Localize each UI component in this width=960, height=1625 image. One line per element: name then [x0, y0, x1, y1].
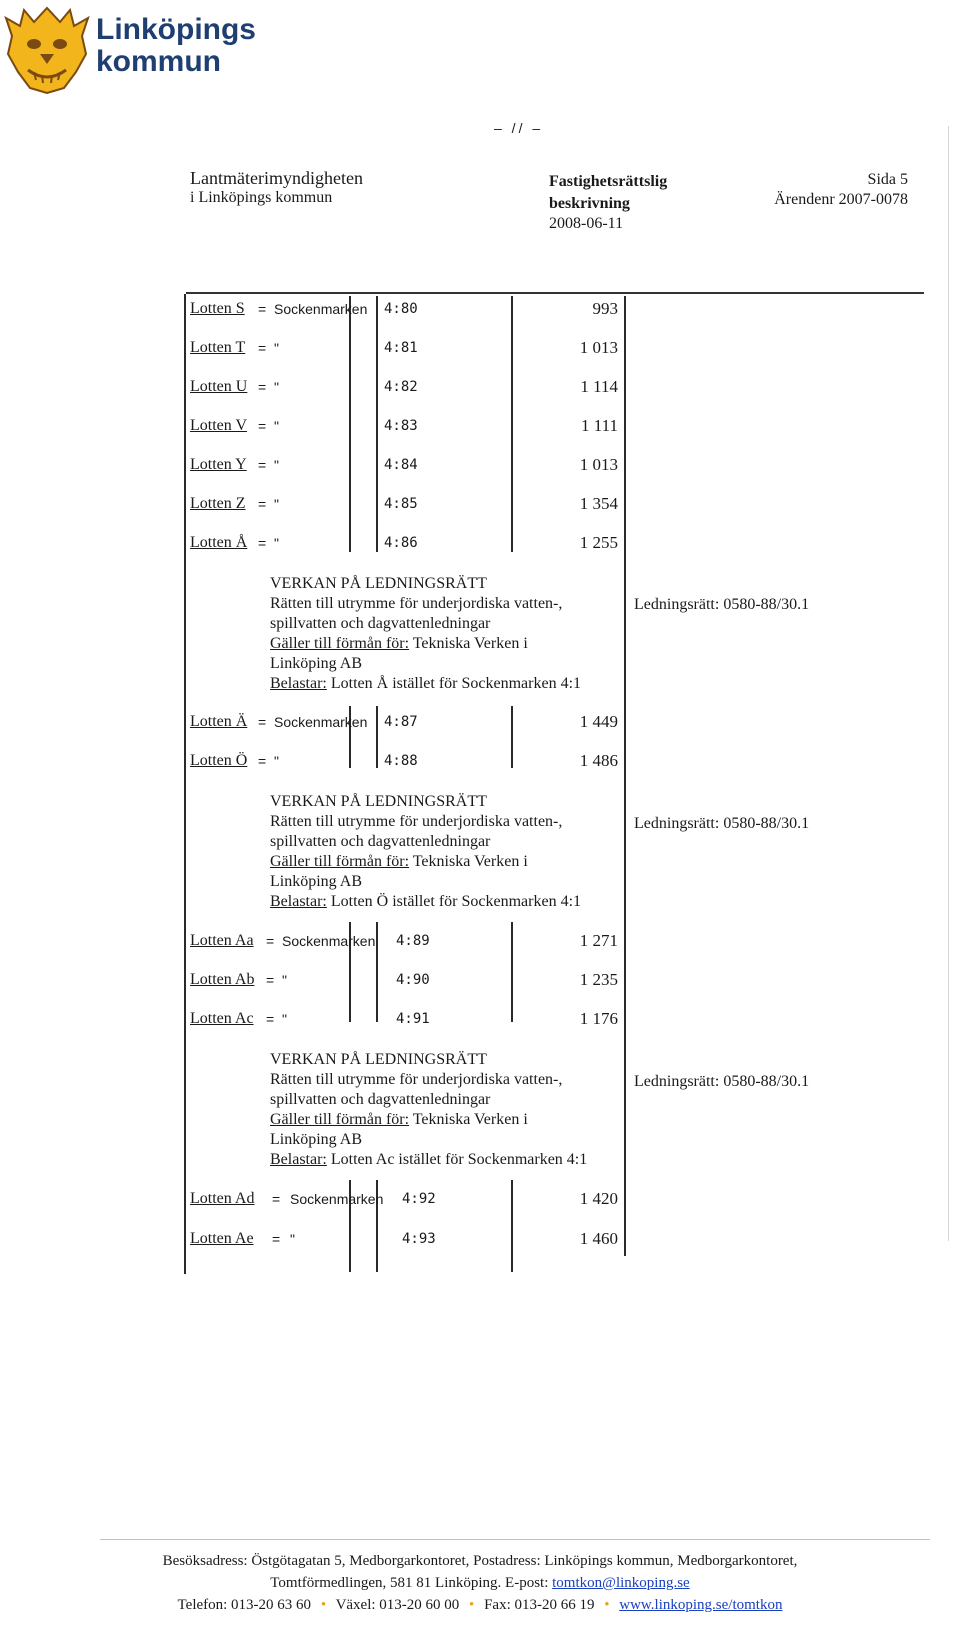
parent-property: Sockenmarken	[274, 714, 368, 730]
parcel-name: Lotten S	[190, 300, 245, 317]
page-mark: – // –	[494, 120, 544, 136]
easement-title: VERKAN PÅ LEDNINGSRÄTT	[270, 793, 487, 810]
parent-property: Sockenmarken	[290, 1191, 384, 1207]
scan-edge-line	[948, 126, 949, 1241]
encumbers-value: Lotten Å istället för Sockenmarken 4:1	[326, 675, 582, 692]
encumbers-label: Belastar:	[270, 893, 327, 910]
parent-property: "	[274, 535, 279, 551]
beneficiary-value-cont: Linköping AB	[270, 873, 363, 890]
parent-property: "	[274, 496, 279, 512]
header-case-number: Ärendenr 2007-0078	[774, 191, 908, 208]
footer-line-1: Besöksadress: Östgötagatan 5, Medborgarkontoret, Postadress: Linköpings kommun, Medborgarkontoret,	[162, 1553, 798, 1569]
parent-property: "	[290, 1231, 295, 1247]
equals-sign: =	[266, 933, 275, 949]
parcel-name: Lotten Ad	[190, 1190, 255, 1207]
parcel-name: Lotten Ä	[190, 713, 248, 730]
property-number: 4:88	[384, 753, 418, 769]
easement-title: VERKAN PÅ LEDNINGSRÄTT	[270, 575, 487, 592]
property-number: 4:87	[384, 714, 418, 730]
parcel-row	[190, 969, 630, 991]
easement-text: spillvatten och dagvattenledningar	[270, 615, 491, 632]
property-number: 4:86	[384, 535, 418, 551]
footer-web-link[interactable]: www.linkoping.se/tomtkon	[619, 1597, 783, 1613]
parent-property: "	[274, 418, 279, 434]
parcel-area: 1 449	[579, 712, 618, 731]
property-number: 4:90	[396, 972, 430, 988]
easement-text: spillvatten och dagvattenledningar	[270, 833, 491, 850]
parcel-area: 1 114	[580, 377, 618, 396]
parcel-row	[190, 1188, 630, 1210]
equals-sign: =	[258, 714, 267, 730]
footer-email-link[interactable]: tomtkon@linkoping.se	[552, 1575, 690, 1591]
header-doc-type-line-2: beskrivning	[549, 195, 630, 212]
parcel-name: Lotten U	[190, 378, 248, 395]
property-number: 4:80	[384, 301, 418, 317]
header-doc-type-line-1: Fastighetsrättslig	[549, 173, 668, 190]
encumbers-label: Belastar:	[270, 1151, 327, 1168]
equals-sign: =	[258, 301, 267, 317]
encumbers-value: Lotten Ac istället för Sockenmarken 4:1	[326, 1151, 588, 1168]
parcel-area: 1 013	[579, 338, 618, 357]
equals-sign: =	[258, 753, 267, 769]
parcel-row	[190, 454, 630, 476]
parcel-name: Lotten Å	[190, 534, 248, 551]
easement-reference: Ledningsrätt: 0580-88/30.1	[634, 815, 810, 832]
equals-sign: =	[258, 379, 267, 395]
parcel-area: 1 354	[579, 494, 618, 513]
parcel-area: 1 176	[579, 1009, 618, 1028]
equals-sign: =	[258, 418, 267, 434]
parcel-area: 993	[592, 299, 618, 318]
table-top-rule	[186, 292, 924, 294]
footer-fax: Fax: 013-20 66 19	[484, 1597, 595, 1613]
equals-sign: =	[266, 1011, 275, 1027]
beneficiary-value-cont: Linköping AB	[270, 655, 363, 672]
parcel-row	[190, 1008, 630, 1030]
parcel-row	[190, 376, 630, 398]
encumbers-label: Belastar:	[270, 675, 327, 692]
beneficiary-label: Gäller till förmån för:	[270, 1111, 410, 1128]
parcel-row	[190, 532, 630, 554]
equals-sign: =	[272, 1191, 281, 1207]
footer-line-2: Tomtförmedlingen, 581 81 Linköping. E-post:	[270, 1575, 553, 1591]
easement-block	[270, 1050, 630, 1170]
parcel-name: Lotten Ab	[190, 971, 255, 988]
parcel-row	[190, 1228, 630, 1250]
parcel-row	[190, 493, 630, 515]
parcel-row	[190, 298, 630, 320]
beneficiary-value: Tekniska Verken i	[409, 1111, 528, 1128]
parcel-row	[190, 711, 630, 733]
table-left-rule	[184, 294, 186, 1274]
property-number: 4:91	[396, 1011, 430, 1027]
parcel-area: 1 013	[579, 455, 618, 474]
footer-separator: •	[320, 1597, 327, 1613]
parcel-area: 1 460	[579, 1229, 618, 1248]
beneficiary-value: Tekniska Verken i	[409, 635, 528, 652]
property-number: 4:81	[384, 340, 418, 356]
header-authority-line-2: i Linköpings kommun	[190, 189, 333, 206]
parent-property: Sockenmarken	[274, 301, 368, 317]
beneficiary-label: Gäller till förmån för:	[270, 635, 410, 652]
property-number: 4:85	[384, 496, 418, 512]
header-page-number: Sida 5	[867, 171, 908, 188]
parcel-name: Lotten Ae	[190, 1230, 254, 1247]
parcel-name: Lotten T	[190, 339, 246, 356]
easement-text: Rätten till utrymme för underjordiska vatten-,	[270, 1071, 563, 1088]
parcel-name: Lotten Y	[190, 456, 247, 473]
parcel-area: 1 420	[579, 1189, 618, 1208]
easement-reference: Ledningsrätt: 0580-88/30.1	[634, 1073, 810, 1090]
footer-rule	[100, 1539, 930, 1540]
footer-separator: •	[469, 1597, 475, 1613]
easement-block	[270, 792, 630, 912]
equals-sign: =	[266, 972, 275, 988]
equals-sign: =	[258, 496, 267, 512]
header-page-info	[720, 170, 908, 210]
parent-property: "	[274, 753, 279, 769]
property-number: 4:82	[384, 379, 418, 395]
easement-text: Rätten till utrymme för underjordiska vatten-,	[270, 813, 563, 830]
parcel-row	[190, 930, 630, 952]
parcel-area: 1 255	[579, 533, 618, 552]
property-number: 4:92	[402, 1191, 436, 1207]
header-doc-type	[549, 170, 667, 234]
parcel-area: 1 486	[579, 751, 618, 770]
header-authority	[190, 168, 363, 208]
header-date: 2008-06-11	[549, 215, 624, 232]
parent-property: "	[282, 1011, 287, 1027]
equals-sign: =	[258, 340, 267, 356]
parent-property: "	[282, 972, 287, 988]
footer-address	[0, 1550, 960, 1616]
logo-line-2: kommun	[96, 45, 222, 78]
header-authority-line-1: Lantmäterimyndigheten	[190, 168, 363, 188]
beneficiary-label: Gäller till förmån för:	[270, 853, 410, 870]
easement-text: spillvatten och dagvattenledningar	[270, 1091, 491, 1108]
beneficiary-value-cont: Linköping AB	[270, 1131, 363, 1148]
equals-sign: =	[272, 1231, 281, 1247]
parent-property: "	[274, 457, 279, 473]
parcel-row	[190, 415, 630, 437]
parcel-name: Lotten Z	[190, 495, 246, 512]
parcel-area: 1 271	[579, 931, 618, 950]
parcel-name: Lotten Ac	[190, 1010, 254, 1027]
property-number: 4:93	[402, 1231, 436, 1247]
property-number: 4:83	[384, 418, 418, 434]
logo-wordmark	[96, 14, 256, 78]
parent-property: Sockenmarken	[282, 933, 376, 949]
footer-phone: Telefon: 013-20 63 60	[177, 1597, 312, 1613]
equals-sign: =	[258, 535, 267, 551]
parcel-area: 1 111	[581, 416, 618, 435]
easement-block	[270, 574, 630, 694]
footer-separator: •	[604, 1597, 610, 1613]
beneficiary-value: Tekniska Verken i	[409, 853, 528, 870]
encumbers-value: Lotten Ö istället för Sockenmarken 4:1	[326, 893, 582, 910]
parcel-row	[190, 750, 630, 772]
parent-property: "	[274, 340, 279, 356]
equals-sign: =	[258, 457, 267, 473]
parcel-name: Lotten Ö	[190, 752, 248, 769]
parcel-area: 1 235	[579, 970, 618, 989]
parcel-name: Lotten Aa	[190, 932, 254, 949]
footer-switchboard: Växel: 013-20 60 00	[335, 1597, 460, 1613]
easement-title: VERKAN PÅ LEDNINGSRÄTT	[270, 1051, 487, 1068]
linkoping-lion-logo	[4, 6, 90, 94]
parcel-name: Lotten V	[190, 417, 248, 434]
easement-text: Rätten till utrymme för underjordiska vatten-,	[270, 595, 563, 612]
parcel-row	[190, 337, 630, 359]
property-number: 4:84	[384, 457, 418, 473]
easement-reference: Ledningsrätt: 0580-88/30.1	[634, 596, 810, 613]
property-number: 4:89	[396, 933, 430, 949]
parent-property: "	[274, 379, 279, 395]
logo-line-1: Linköpings	[96, 13, 256, 46]
